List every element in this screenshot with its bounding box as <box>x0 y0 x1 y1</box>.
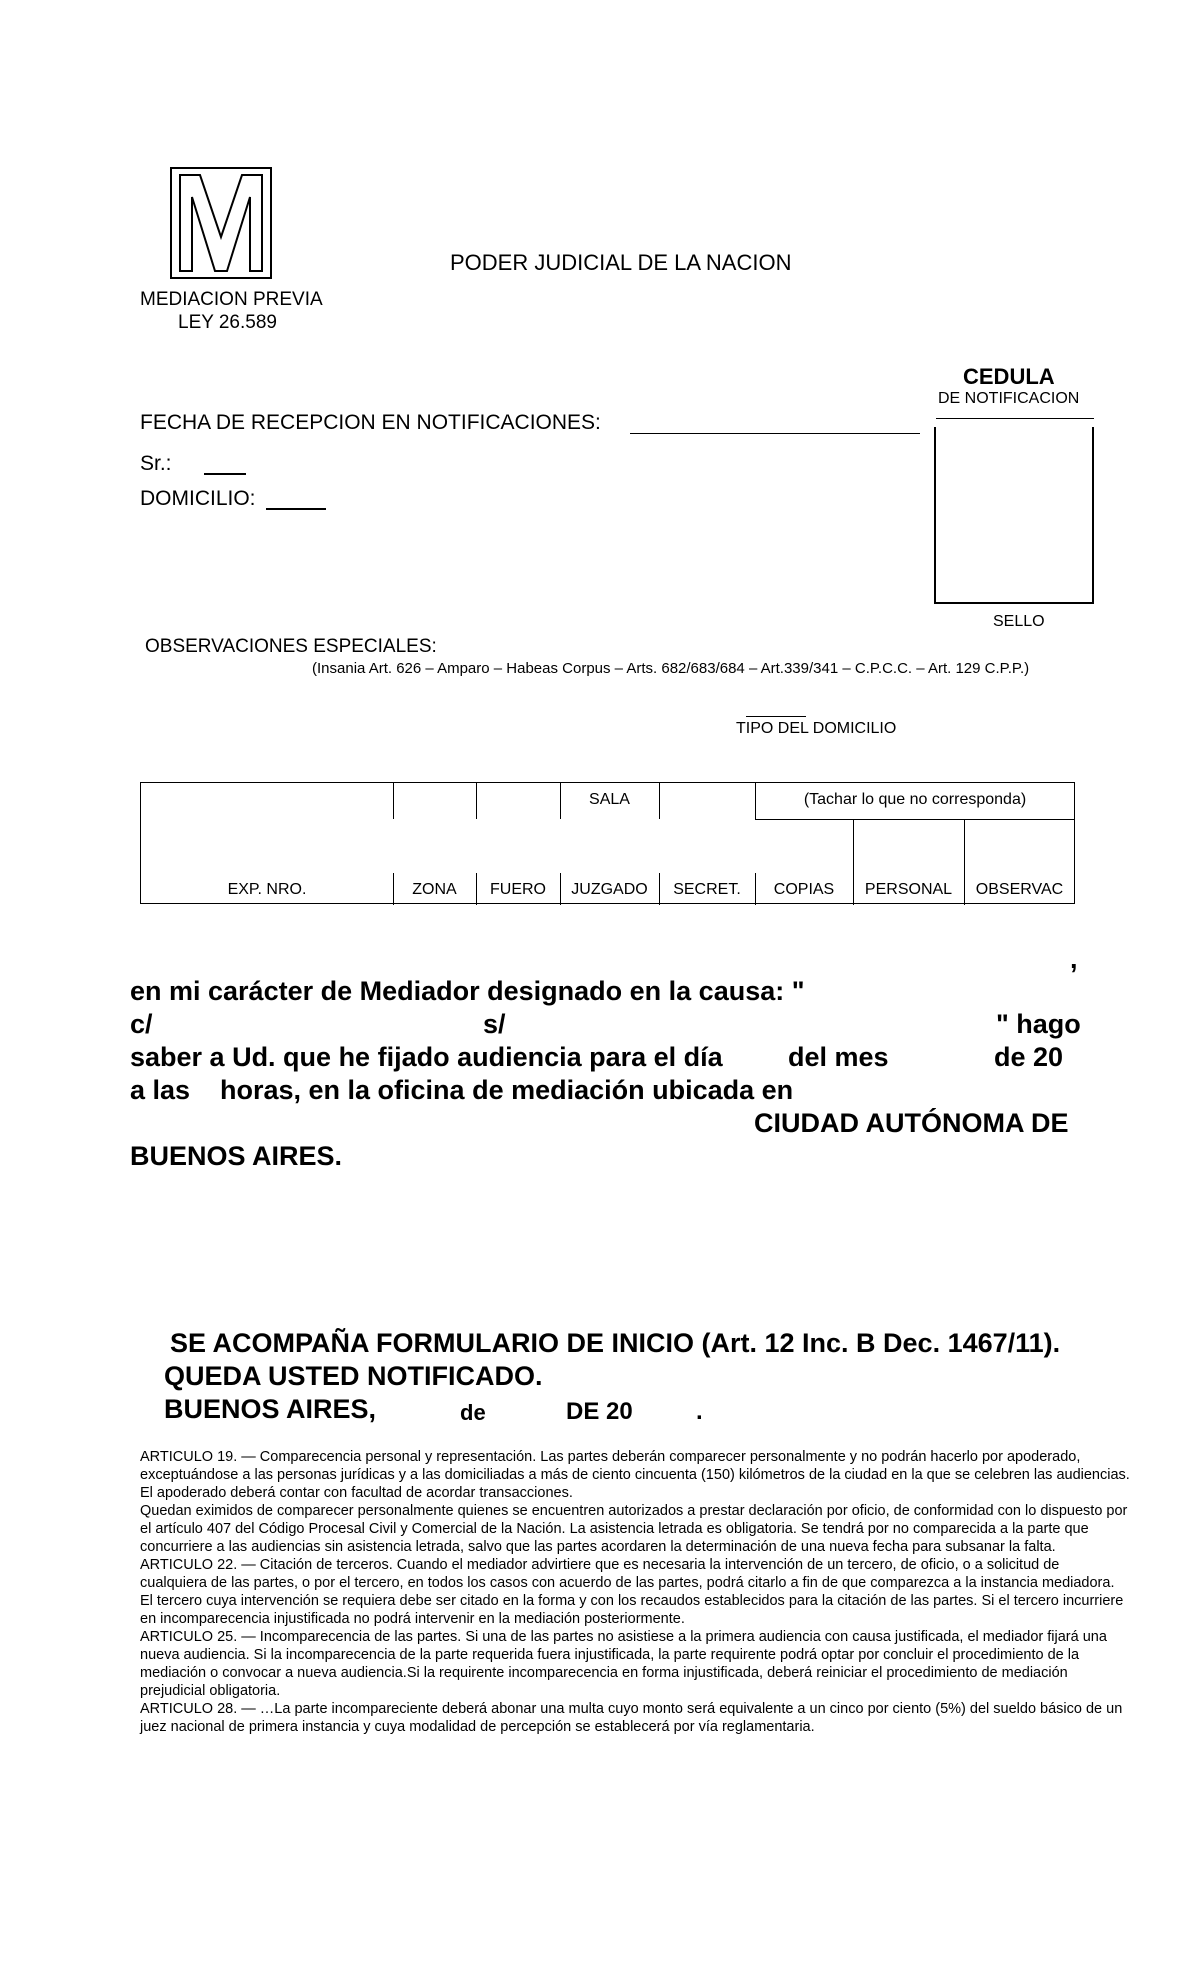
body-line-3a: saber a Ud. que he fijado audiencia para el día <box>130 1042 723 1072</box>
notice-line-3: BUENOS AIRES, <box>164 1394 377 1424</box>
stamp-label: SELLO <box>993 613 1045 630</box>
body-line-1: en mi carácter de Mediador designado en la causa: " <box>130 976 805 1006</box>
notice-period: . <box>696 1398 703 1425</box>
mediacion-logo-m <box>170 167 272 279</box>
expediente-table <box>140 782 1075 904</box>
notice-de20: DE 20 <box>566 1398 633 1425</box>
body-line-6: BUENOS AIRES. <box>130 1141 343 1171</box>
notice-line-1: SE ACOMPAÑA FORMULARIO DE INICIO (Art. 12 Inc. B Dec. 1467/11). <box>170 1328 1061 1358</box>
logo-line-2: LEY 26.589 <box>178 312 277 333</box>
body-line-2b: s/ <box>483 1009 506 1039</box>
tipo-domicilio-label: TIPO DEL DOMICILIO <box>736 720 897 737</box>
body-line-2a: c/ <box>130 1009 153 1039</box>
observaciones-detail: (Insania Art. 626 – Amparo – Habeas Corpus – Arts. 682/683/684 – Art.339/341 – C.P.C.C. – Art. 129 C.P.P.) <box>312 660 1030 677</box>
article-19-cont: Quedan eximidos de comparecer personalmente quienes se encuentren autorizados a prestar declaración por oficio, de conformidad con lo dispuesto por el artículo 407 del Código Procesal Civil y Comercial de la Nación. La asistencia letrada es obligatoria. Se tendrá por no comparecida a la parte que concurriere a las audiencias sin asistencia letrada, salvo que las partes acordaren la determinación de una nueva fecha para subsanar la falta. <box>140 1503 1128 1555</box>
body-line-5: CIUDAD AUTÓNOMA DE <box>754 1108 1069 1138</box>
fecha-recepcion-label: FECHA DE RECEPCION EN NOTIFICACIONES: <box>140 411 601 434</box>
body-line-3c: de 20 <box>994 1042 1064 1072</box>
col-juzgado: JUZGADO <box>571 881 648 898</box>
body-line-3b: del mes <box>788 1042 889 1072</box>
cedula-underline <box>936 418 1094 419</box>
body-comma: , <box>1070 944 1078 974</box>
fecha-recepcion-line[interactable] <box>630 433 920 434</box>
observaciones-label: OBSERVACIONES ESPECIALES: <box>145 636 437 657</box>
stamp-box <box>934 427 1094 604</box>
sala-label: SALA <box>589 791 630 808</box>
articles-block <box>140 1448 1130 1736</box>
col-zona: ZONA <box>412 881 457 898</box>
domicilio-line[interactable] <box>266 508 326 510</box>
notice-de: de <box>460 1400 486 1425</box>
sr-line[interactable] <box>204 473 246 475</box>
cedula-title: CEDULA <box>963 364 1055 389</box>
cedula-subtitle: DE NOTIFICACION <box>938 390 1080 407</box>
col-copias: COPIAS <box>773 881 835 898</box>
notice-line-2: QUEDA USTED NOTIFICADO. <box>164 1361 543 1391</box>
article-28: ARTICULO 28. — …La parte incompareciente deberá abonar una multa cuyo monto será equivalente a un cinco por ciento (5%) del sueldo básico de un juez nacional de primera instancia y cuya modalidad de percepción se establecerá por vía reglamentaria. <box>140 1701 1123 1735</box>
body-line-4b: horas, en la oficina de mediación ubicada en <box>220 1075 794 1105</box>
col-secret: SECRET. <box>673 881 741 898</box>
body-line-4a: a las <box>130 1075 191 1105</box>
article-19: ARTICULO 19. — Comparecencia personal y representación. Las partes deberán comparecer personalmente y no podrán hacerlo por apoderado, exceptuándose a las personas jurídicas y a las domiciliadas a más de ciento cincuenta (150) kilómetros de la ciudad en la que se celebren las audiencias. El apoderado deberá contar con facultad de acordar transacciones. <box>140 1449 1130 1501</box>
col-observac: OBSERVAC <box>975 881 1064 898</box>
article-25: ARTICULO 25. — Incomparecencia de las partes. Si una de las partes no asistiese a la primera audiencia con causa justificada, el mediador fijará una nueva audiencia. Si la incomparecencia de la parte requerida fuera injustificada, la parte requirente podrá optar por concluir el procedimiento de la mediación o convocar a nueva audiencia.Si la requirente incomparecencia en forma injustificada, deberá reiniciar el procedimiento de mediación prejudicial obligatoria. <box>140 1629 1107 1699</box>
article-22: ARTICULO 22. — Citación de terceros. Cuando el mediador advirtiere que es necesaria la intervención de un tercero, de oficio, o a solicitud de cualquiera de las partes, o por el tercero, en todos los casos con acuerdo de las partes, podrá citarlo a fin de que comparezca a la instancia mediadora. El tercero cuya intervención se requiera debe ser citado en la forma y con los recaudos establecidos para la citación de las partes. Si el tercero incurriere en incomparecencia injustificada no podrá intervenir en la mediación posteriormente. <box>140 1557 1124 1627</box>
col-exp-nro: EXP. NRO. <box>227 881 307 898</box>
col-personal: PERSONAL <box>864 881 953 898</box>
domicilio-label: DOMICILIO: <box>140 487 256 510</box>
sr-label: Sr.: <box>140 452 172 475</box>
logo-line-1: MEDIACION PREVIA <box>140 289 323 310</box>
tachar-label: (Tachar lo que no corresponda) <box>803 791 1027 808</box>
col-fuero: FUERO <box>490 881 546 898</box>
tipo-domicilio-line[interactable] <box>746 716 806 717</box>
body-line-2c: " hago <box>996 1009 1081 1039</box>
page-title: PODER JUDICIAL DE LA NACION <box>450 250 792 275</box>
